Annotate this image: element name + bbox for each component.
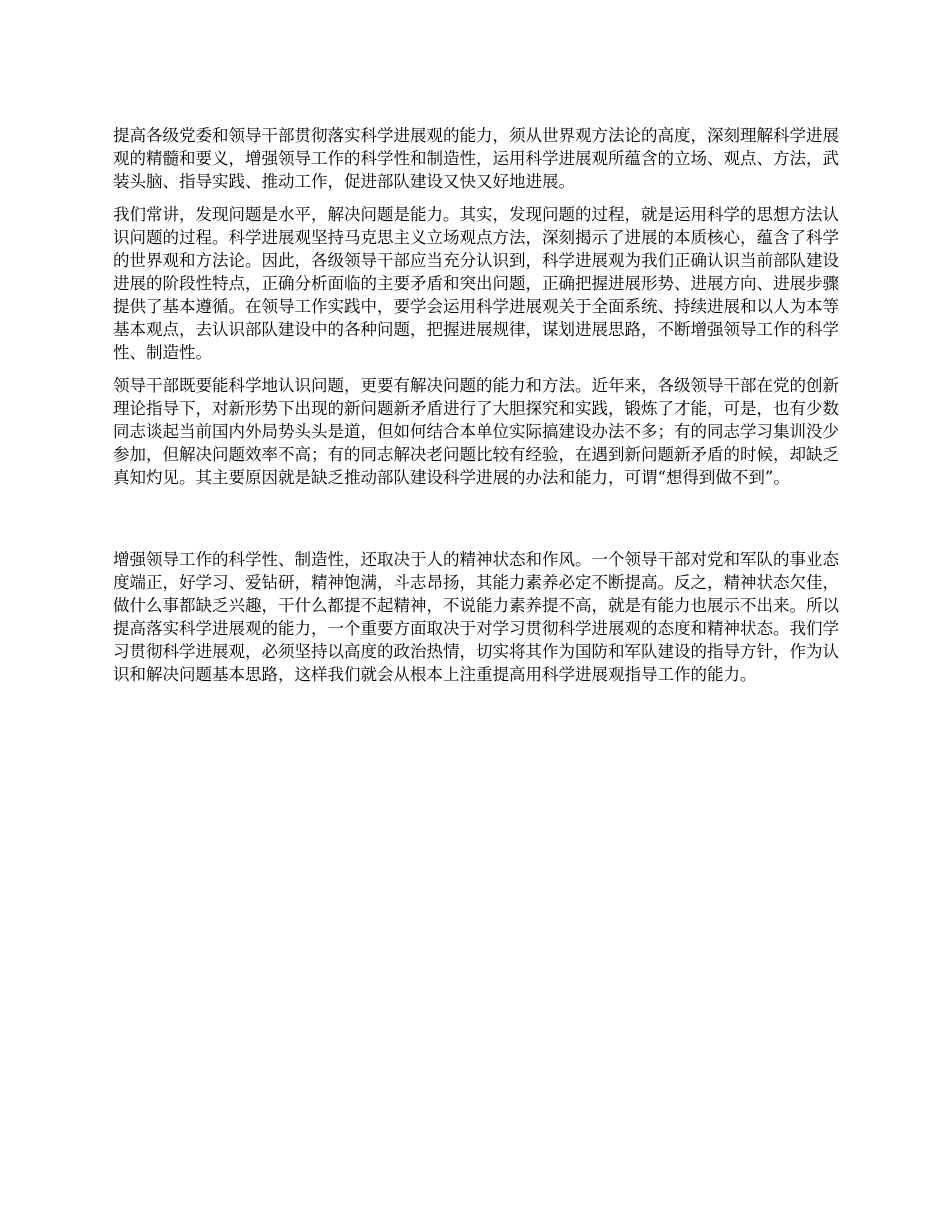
paragraph-4: 增强领导工作的科学性、制造性，还取决于人的精神状态和作风。一个领导干部对党和军队的事业态度端正，好学习、爱钻研，精神饱满，斗志昂扬，其能力素养必定不断提高。反之，精神状态欠佳，做什么事都缺乏兴趣，干什么都提不起精神，不说能力素养提不高，就是有能力也展示不出来。所以提高落实科学进展观的能力，一个重要方面取决于对学习贯彻科学进展观的态度和精神状态。我们学习贯彻科学进展观，必须坚持以高度的政治热情，切实将其作为国防和军队建设的指导方针，作为认识和解决问题基本思路，这样我们就会从根本上注重提高用科学进展观指导工作的能力。 — [113, 550, 839, 684]
document-body — [113, 124, 839, 686]
paragraph-1: 提高各级党委和领导干部贯彻落实科学进展观的能力，须从世界观方法论的高度，深刻理解科学进展观的精髓和要义，增强领导工作的科学性和制造性，运用科学进展观所蕴含的立场、观点、方法，武装头脑、指导实践、推动工作，促进部队建设又快又好地进展。 — [113, 126, 839, 191]
paragraph-3: 领导干部既要能科学地认识问题，更要有解决问题的能力和方法。近年来，各级领导干部在党的创新理论指导下，对新形势下出现的新问题新矛盾进行了大胆探究和实践，锻炼了才能，可是，也有少数同志谈起当前国内外局势头头是道，但如何结合本单位实际搞建设办法不多；有的同志学习集训没少参加，但解决问题效率不高；有的同志解决老问题比较有经验，在遇到新问题新矛盾的时候，却缺乏真知灼见。其主要原因就是缺乏推动部队建设科学进展的办法和能力，可谓“想得到做不到”。 — [113, 376, 839, 487]
paragraph-2: 我们常讲，发现问题是水平，解决问题是能力。其实，发现问题的过程，就是运用科学的思想方法认识问题的过程。科学进展观坚持马克思主义立场观点方法，深刻揭示了进展的本质核心，蕴含了科学的世界观和方法论。因此，各级领导干部应当充分认识到，科学进展观为我们正确认识当前部队建设进展的阶段性特点，正确分析面临的主要矛盾和突出问题，正确把握进展形势、进展方向、进展步骤提供了基本遵循。在领导工作实践中，要学会运用科学进展观关于全面系统、持续进展和以人为本等基本观点，去认识部队建设中的各种问题，把握进展规律，谋划进展思路，不断增强领导工作的科学性、制造性。 — [113, 205, 839, 362]
